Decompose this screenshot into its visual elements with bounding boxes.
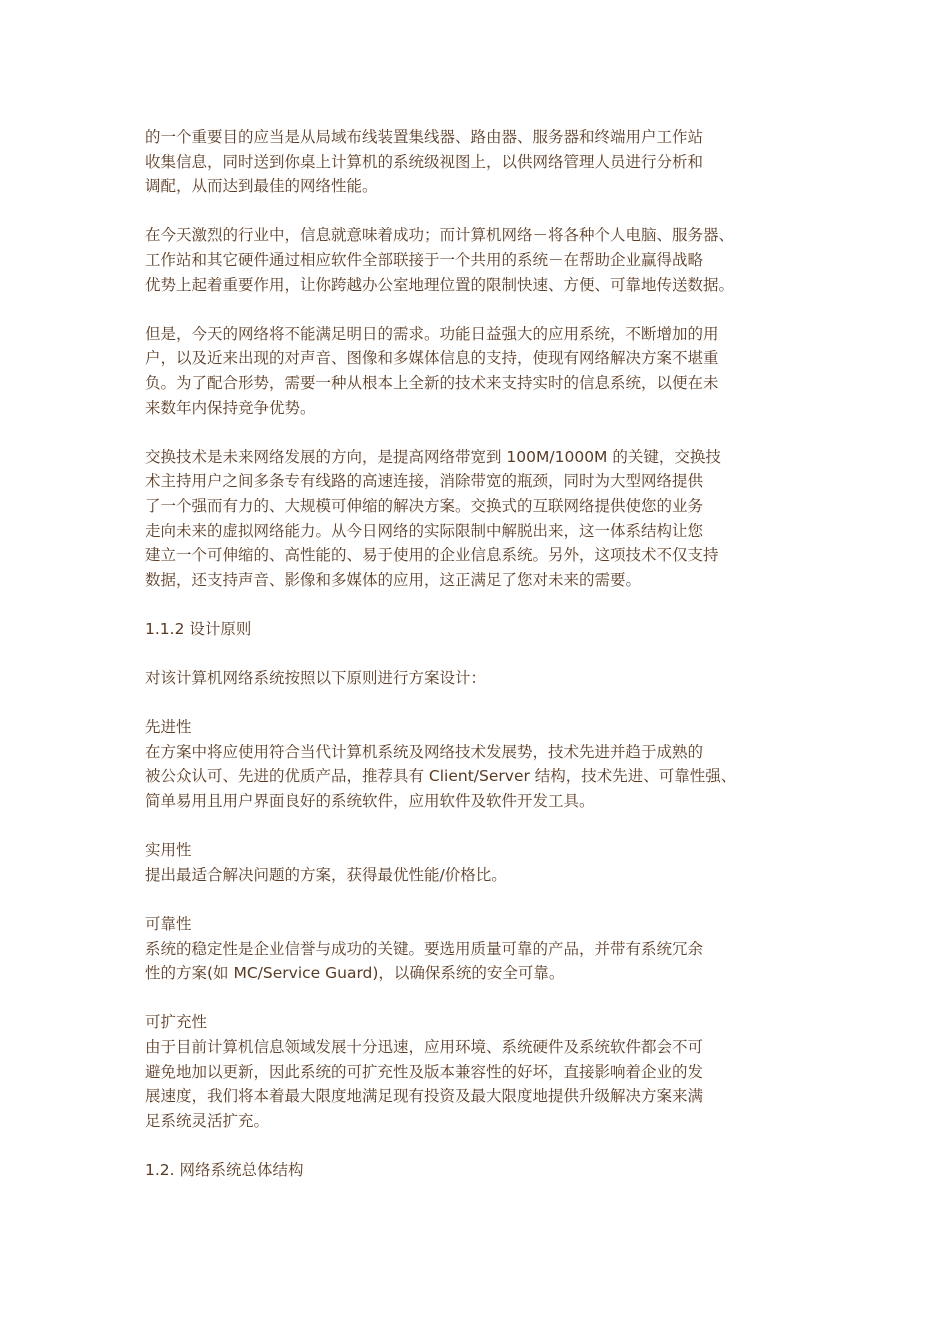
- principle-practical: [145, 838, 810, 887]
- section-heading-design-principles: 1.1.2 设计原则: [145, 619, 252, 638]
- principle-title: 实用性: [145, 841, 192, 860]
- principle-scalable: [145, 1010, 810, 1133]
- principle-advanced: [145, 715, 810, 813]
- paragraph-network-management: 的一个重要目的应当是从局域布线装置集线器、路由器、服务器和终端用户工作站 收集信息，同时送到你桌上计算机的系统级视图上，以供网络管理人员进行分析和 调配，从而达到最佳的网络性能。: [145, 128, 704, 196]
- design-principles-intro: 对该计算机网络系统按照以下原则进行方案设计：: [145, 669, 487, 688]
- paragraph-future-demands: 但是，今天的网络将不能满足明日的需求。功能日益强大的应用系统，不断增加的用 户，以及近来出现的对声音、图像和多媒体信息的支持，使现有网络解决方案不堪重 负。为了配合形势，需要一种从根本上全新的技术来支持实时的信息系统，以便在未 来数年内保持竞争优势。: [145, 324, 719, 417]
- document-page: [145, 125, 810, 1207]
- principle-text: 系统的稳定性是企业信誉与成功的关键。要选用质量可靠的产品，并带有系统冗余 性的方案(如 MC/Service Guard)，以确保系统的安全可靠。: [145, 939, 704, 983]
- paragraph-switching-technology: 交换技术是未来网络发展的方向，是提高网络带宽到 100M/1000M 的关键，交换技 术主持用户之间多条专有线路的高速连接，消除带宽的瓶颈，同时为大型网络提供 了一个强而有力的、大规模可伸缩的解决方案。交换式的互联网络提供使您的业务 走向未来的虚拟网络能力。从今日网络的实际限制中解脱出来，这一体系结构让您 建立一个可伸缩的、高性能的、易于使用的企业信息系统。另外，这项技术不仅支持 数据，还支持声音、影像和多媒体的应用，这正满足了您对未来的需要。: [145, 447, 721, 589]
- principle-reliable: [145, 912, 810, 986]
- principle-text: 由于目前计算机信息领域发展十分迅速，应用环境、系统硬件及系统软件都会不可 避免地加以更新，因此系统的可扩充性及版本兼容性的好坏，直接影响着企业的发 展速度，我们将本着最大限度地满足现有投资及最大限度地提供升级解决方案来满 足系统灵活扩充。: [145, 1037, 704, 1130]
- principle-text: 在方案中将应使用符合当代计算机系统及网络技术发展势，技术先进并趋于成熟的 被公众认可、先进的优质产品，推荐具有 Client/Server 结构，技术先进、可靠性强、 简单易用且用户界面良好的系统软件，应用软件及软件开发工具。: [145, 742, 737, 811]
- paragraph-information-success: 在今天激烈的行业中，信息就意味着成功；而计算机网络－将各种个人电脑、服务器、 工作站和其它硬件通过相应软件全部联接于一个共用的系统－在帮助企业赢得战略 优势上起着重要作用，让你跨越办公室地理位置的限制快速、方便、可靠地传送数据。: [145, 226, 735, 294]
- principle-title: 先进性: [145, 718, 192, 737]
- principle-text: 提出最适合解决问题的方案，获得最优性能/价格比。: [145, 865, 507, 884]
- principle-title: 可扩充性: [145, 1013, 208, 1032]
- principle-title: 可靠性: [145, 915, 192, 933]
- section-heading-network-structure: 1.2. 网络系统总体结构: [145, 1160, 304, 1179]
